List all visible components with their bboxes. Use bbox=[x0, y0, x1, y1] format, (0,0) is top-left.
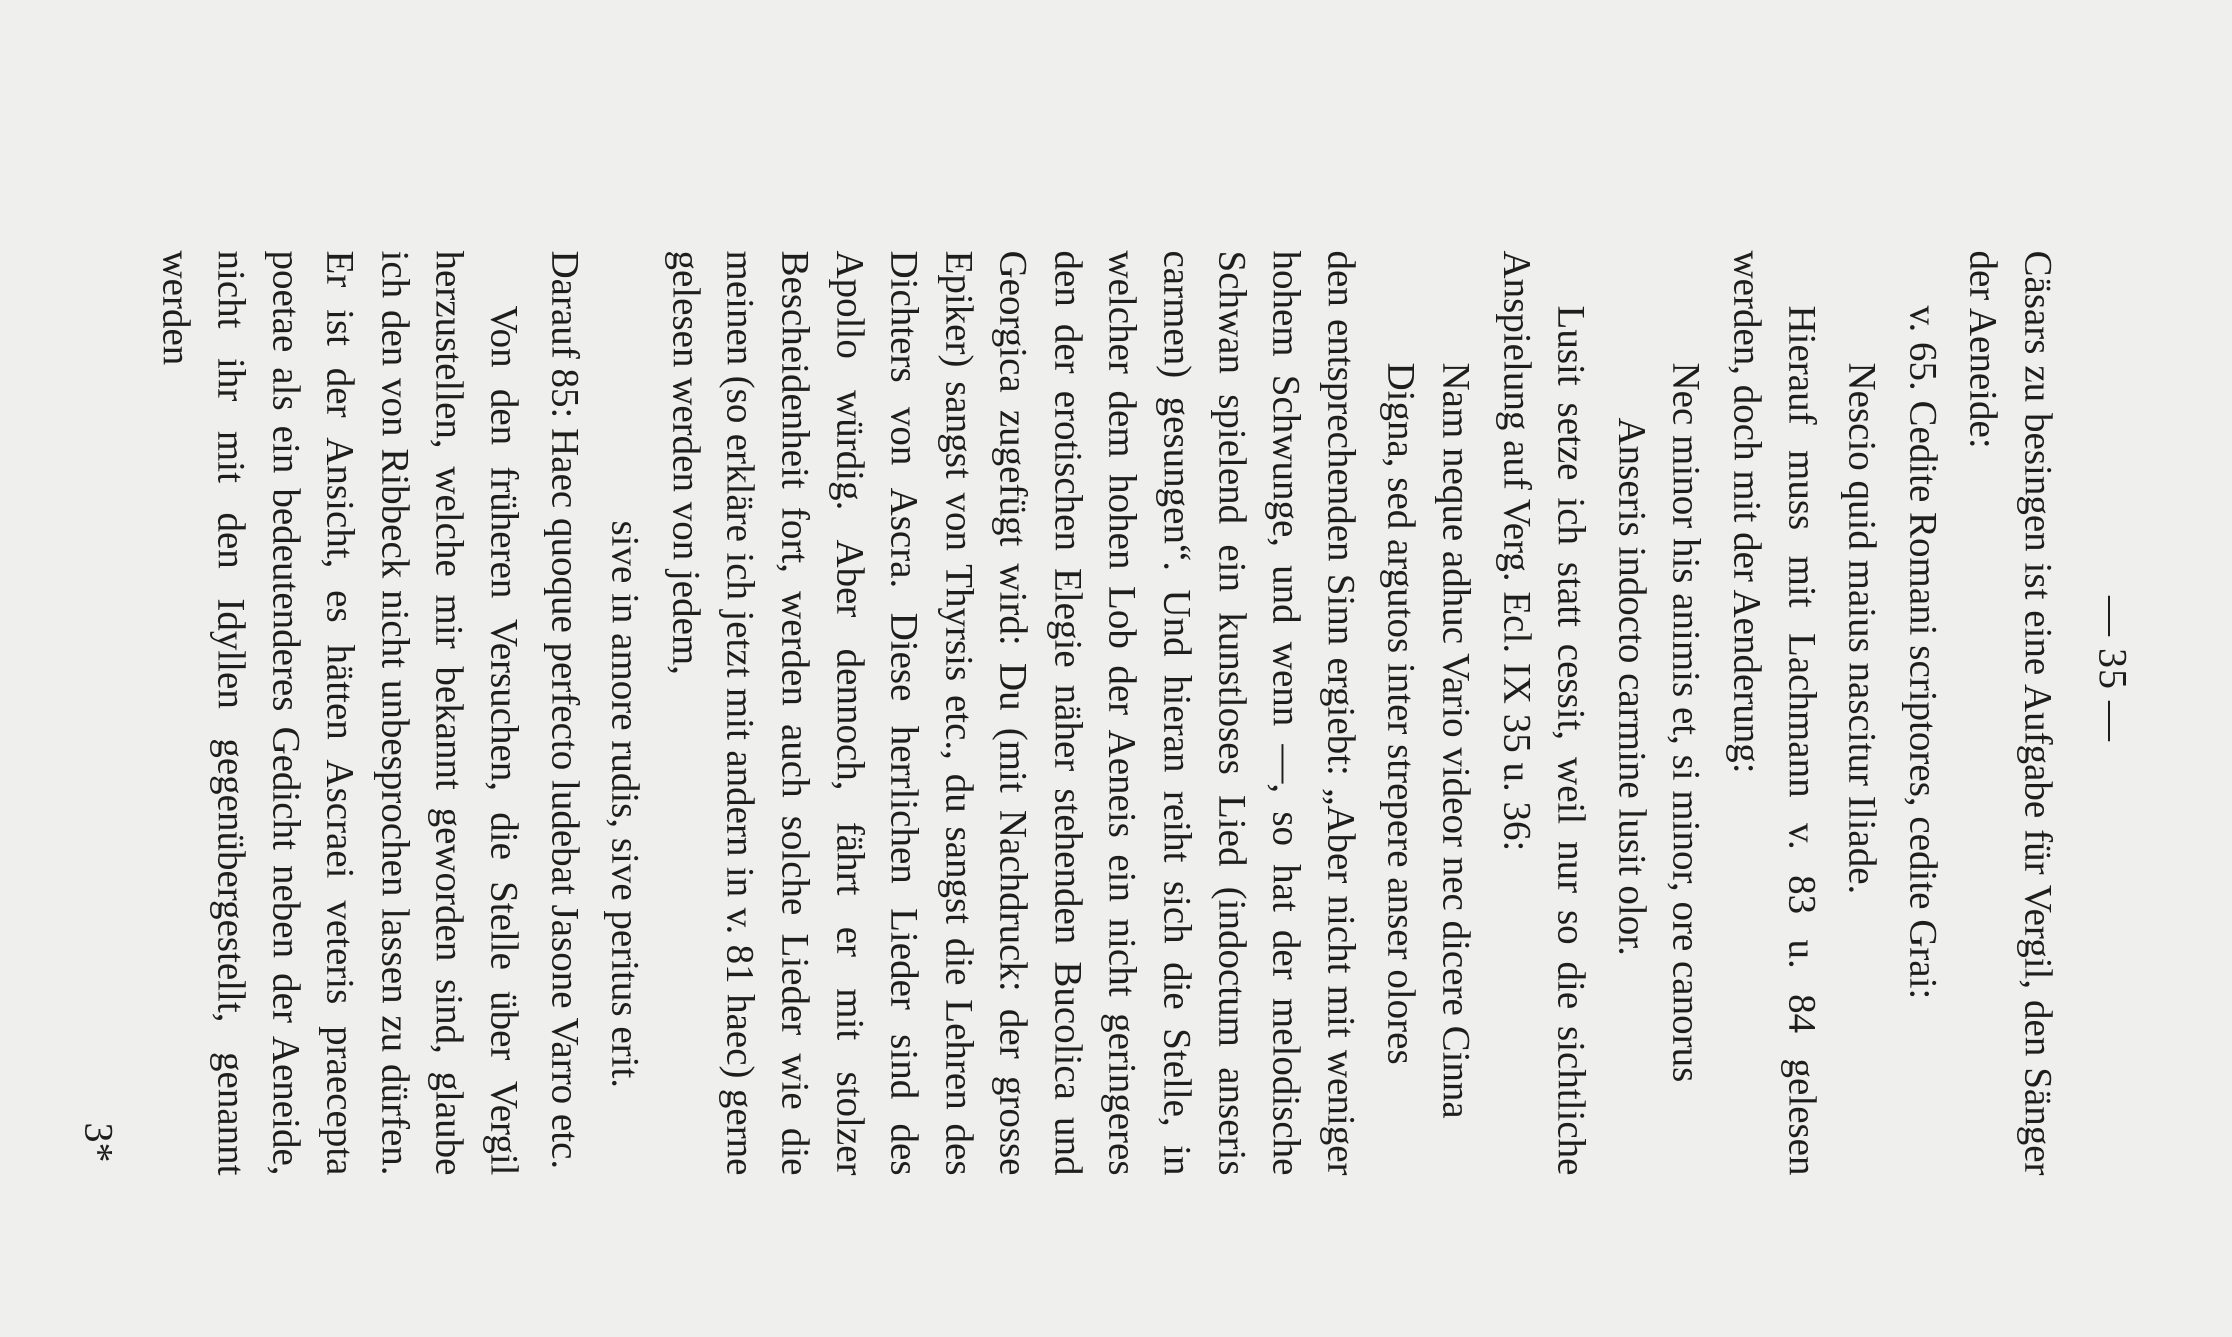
verse-block-4 bbox=[597, 520, 652, 1175]
signature-mark: 3* bbox=[76, 1122, 121, 1162]
verse-line: Nescio quid maius nascitur Iliade. bbox=[1840, 362, 1884, 894]
page-number: — 35 — bbox=[2090, 595, 2135, 742]
verse-block-3 bbox=[1373, 362, 1482, 1175]
paragraph-2: Hierauf muss mit Lachmann v. 83 u. 84 gelesen werden, doch mit der Aenderung: bbox=[1725, 250, 1823, 1175]
verse-line: Digna, sed argutos inter strepere anser olores bbox=[1379, 362, 1423, 1065]
verse-line: sive in amore rudis, sive peritus erit. bbox=[603, 520, 647, 1088]
page-body bbox=[142, 250, 2064, 1175]
paragraph-3: Lusit setze ich statt cessit, weil nur so die sichtliche Anspielung auf Verg. Ecl. IX 35 u. 36: bbox=[1494, 250, 1593, 1175]
verse-block-1 bbox=[1834, 362, 1889, 1175]
verse-block-2 bbox=[1603, 362, 1712, 1175]
paragraph-6: Von den früheren Versuchen, die Stelle über Vergil herzustellen, welche mir bekannt geworden sind, glaube ich den von Ribbeck nicht unbesprochen lassen zu dürfen. Er ist der Ansicht, es hätten Ascraei veteris praecepta poetae als ein bedeutenderes Gedicht neben der Aeneide, nicht ihr mit den Idyllen gegenübergestellt, genannt werden bbox=[154, 250, 525, 1175]
verse-line: Anseris indocto carmine lusit olor. bbox=[1609, 417, 1653, 956]
verse-line: Nam neque adhuc Vario videor nec dicere Cinna bbox=[1434, 362, 1478, 1119]
paragraph-cont-1: Cäsars zu besingen ist eine Aufgabe für Vergil, den Sänger der Aeneide: bbox=[1961, 250, 2059, 1175]
verse-reference-line: v. 65. Cedite Romani scriptores, cedite Grai: bbox=[1900, 305, 1944, 999]
paragraph-4: den entsprechenden Sinn ergiebt: „Aber nicht mit weniger hohem Schwunge, und wenn —, so hat der melodische Schwan spielend ein kunstloses Lied (indoctum anseris carmen) gesungen“. Und hieran reiht sich die Stelle, in welcher dem hohen Lob der Aeneis ein nicht geringeres den der erotischen Elegie näher stehenden Bucolica und Georgica zugefügt wird: Du (mit Nachdruck: der grosse Epiker) sangst von Thyrsis etc., du sangst die Lehren des Dichters von Ascra. Diese herrlichen Lieder sind des Apollo würdig. Aber dennoch, fährt er mit stolzer Bescheidenheit fort, werden auch solche Lieder wie die meinen (so erkläre ich jetzt mit andern in v. 81 haec) gerne gelesen werden von jedem, bbox=[663, 250, 1362, 1175]
paragraph-5: Darauf 85: Haec quoque perfecto ludebat Jasone Varro etc. bbox=[542, 250, 586, 1169]
verse-line: Nec minor his animis et, si minor, ore canorus bbox=[1664, 362, 1708, 1082]
